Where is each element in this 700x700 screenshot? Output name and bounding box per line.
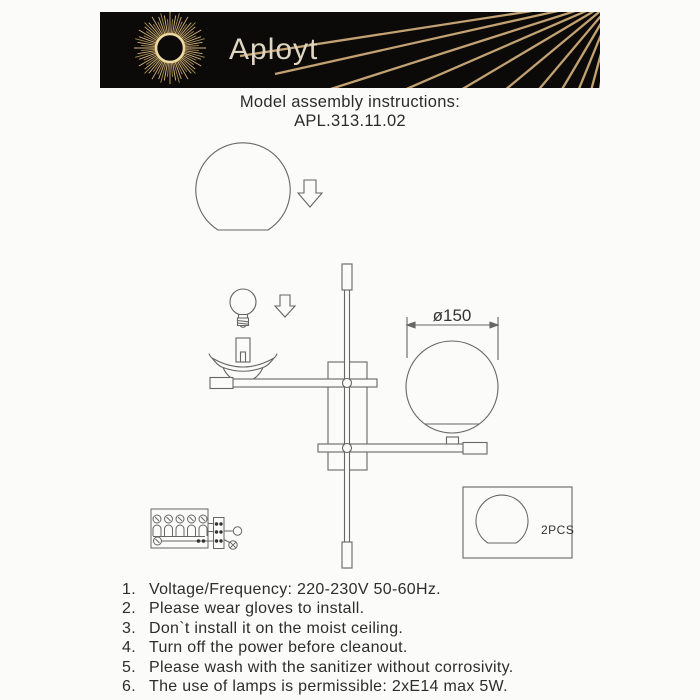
down-arrow-icon (298, 180, 322, 207)
dimension-label: ø150 (432, 306, 472, 325)
assembly-diagram (0, 140, 700, 585)
item-text: Don`t install it on the moist ceiling. (149, 619, 404, 637)
item-text: Please wash with the sanitizer without corrosivity. (149, 658, 514, 676)
item-number: 3. (122, 619, 136, 637)
instruction-item (122, 619, 602, 638)
item-number: 4. (122, 639, 136, 657)
pivot-joint (343, 379, 352, 388)
sunburst-center (158, 36, 183, 61)
lamp-holder-icon (209, 338, 277, 382)
instruction-item (122, 580, 602, 599)
item-number: 6. (122, 678, 136, 696)
item-text: Turn off the power before cleanout. (149, 639, 408, 657)
down-arrow-icon (275, 295, 295, 317)
item-text: Voltage/Frequency: 220-230V 50-60Hz. (149, 581, 441, 598)
pivot-joint (343, 444, 352, 453)
instruction-item (122, 638, 602, 657)
page-title: Model assembly instructions: (239, 93, 461, 111)
instruction-item (122, 677, 602, 696)
item-text: The use of lamps is permissible: 2xE14 max 5W. (149, 678, 508, 696)
parts-count-label: 2PCS (541, 523, 575, 537)
light-bulb-icon (230, 289, 256, 327)
parts-box (463, 487, 574, 558)
brand-banner (100, 12, 600, 88)
banner-graphics (100, 12, 600, 88)
item-number: 5. (122, 658, 136, 676)
model-number: APL.313.11.02 (294, 112, 406, 130)
mounted-globe-icon (406, 341, 498, 433)
globe-shade-icon (196, 143, 290, 230)
wiring-diagram-icon (151, 509, 242, 549)
instruction-item (122, 658, 602, 677)
brand-wordmark: Aployt (229, 33, 319, 66)
instruction-item (122, 599, 602, 618)
item-number: 2. (122, 600, 136, 618)
item-number: 1. (122, 581, 136, 598)
item-text: Please wear gloves to install. (149, 600, 365, 618)
instruction-list (122, 580, 602, 696)
